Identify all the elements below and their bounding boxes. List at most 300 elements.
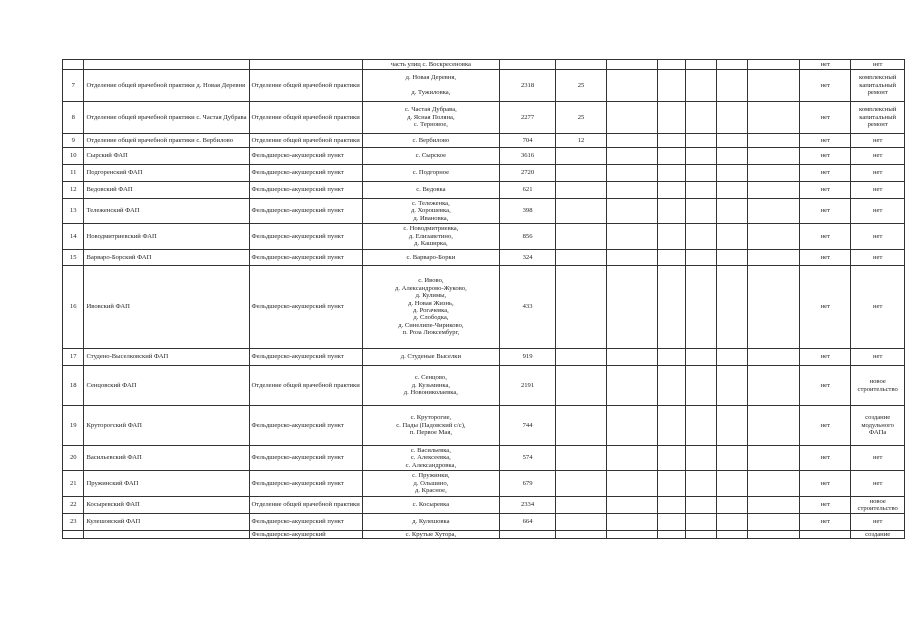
population: 324 [500,250,556,266]
action-text: нет [873,60,883,68]
action-text: создание [865,414,891,422]
action-text: нет [873,136,883,144]
facility-type: Фельдшерско-акушерский пункт [249,406,362,446]
action-text: строительство [857,505,898,512]
empty-cell [657,165,686,182]
empty-cell [717,349,748,366]
value-cell [556,366,607,406]
facility-name: Пружинский ФАП [84,471,249,497]
empty-cell [686,366,717,406]
population: 664 [500,514,556,531]
value-cell [556,471,607,497]
action-text: ремонт [867,89,888,97]
settlement-name: с. Частая Дубрава, [404,106,457,114]
settlement-name: д. Красное, [415,487,447,495]
facility-type: Фельдшерско-акушерский пункт [249,514,362,531]
facility-name: Сырский ФАП [84,148,249,165]
planned-action [851,182,905,199]
planned-action [851,165,905,182]
settlements-cell [362,471,499,497]
row-number: 19 [63,406,84,446]
empty-cell [657,199,686,224]
settlement-name: д. Ивановка, [413,214,449,222]
population: 744 [500,406,556,446]
empty-cell [717,366,748,406]
empty-cell [717,60,748,70]
empty-cell [686,60,717,70]
availability-cell: нет [800,165,851,182]
population: 398 [500,199,556,224]
facility-name: Тележенский ФАП [84,199,249,224]
empty-cell [607,471,658,497]
table-row [63,406,905,446]
availability-cell: нет [800,199,851,224]
action-text: нет [873,207,883,215]
availability-cell: нет [800,366,851,406]
row-number: 18 [63,366,84,406]
value-cell [556,199,607,224]
settlement-name: с. Тележенка, [412,199,450,207]
availability-cell: нет [800,471,851,497]
table-row [63,182,905,199]
empty-cell [686,102,717,134]
value-cell [556,224,607,250]
availability-cell: нет [800,134,851,148]
facility-type: Отделение общей врачебной практики [249,134,362,148]
empty-cell [686,531,717,539]
settlement-name: с. Круторогие, [410,414,452,422]
empty-cell [686,70,717,102]
empty-cell [747,148,800,165]
facility-type: Отделение общей врачебной практики [249,102,362,134]
settlements-cell [362,406,499,446]
row-number: 14 [63,224,84,250]
facilities-table [62,59,905,539]
availability-cell: нет [800,514,851,531]
empty-cell [717,148,748,165]
action-text: новое [869,378,886,386]
availability-cell: нет [800,349,851,366]
row-number: 8 [63,102,84,134]
population [500,531,556,539]
empty-cell [657,182,686,199]
settlement-name: д. Хорошевка, [411,207,451,215]
empty-cell [686,134,717,148]
settlement-name: с. Пады (Падовский с/с), [396,421,466,429]
row-number: 9 [63,134,84,148]
value-cell [556,406,607,446]
row-number: 16 [63,266,84,349]
availability-cell: нет [800,148,851,165]
empty-cell [607,531,658,539]
row-number: 13 [63,199,84,224]
empty-cell [657,70,686,102]
settlements-cell [362,250,499,266]
population: 621 [500,182,556,199]
population: 704 [500,134,556,148]
settlement-name: с. Новодмитриевка, [403,225,459,233]
empty-cell [717,497,748,514]
empty-cell [607,250,658,266]
empty-cell [607,406,658,446]
facility-name: Сенцовский ФАП [84,366,249,406]
empty-cell [657,250,686,266]
empty-cell [686,471,717,497]
planned-action [851,266,905,349]
table-body [63,60,905,539]
empty-cell [747,471,800,497]
settlement-name: с. Косыревка [412,501,450,509]
settlement-name: д. Новая Жизнь, [408,299,454,307]
row-number [63,60,84,70]
population [500,60,556,70]
population: 919 [500,349,556,366]
action-text: ремонт [867,121,888,129]
settlement-name: д. Кулешовка [412,518,450,526]
facility-name: Подгоренский ФАП [84,165,249,182]
facility-name: Отделение общей врачебной практики с. Частая Дубрава [84,102,249,134]
action-text: комплексный [858,74,897,82]
table-row [63,514,905,531]
settlement-name: с. Александровка, [405,461,457,469]
empty-cell [717,224,748,250]
empty-cell [717,514,748,531]
action-text: новое [869,497,886,505]
facility-name: Новодмитриевский ФАП [84,224,249,250]
value-cell [556,514,607,531]
settlement-name: с. Варваро-Борки [406,253,456,261]
availability-cell: нет [800,70,851,102]
planned-action [851,514,905,531]
empty-cell [717,531,748,539]
settlement-name: д. Рогачевка, [412,307,449,314]
action-text: капитальный [859,81,897,89]
empty-cell [717,266,748,349]
settlements-cell [362,531,499,539]
empty-cell [607,182,658,199]
empty-cell [657,349,686,366]
empty-cell [686,406,717,446]
value-cell [556,182,607,199]
planned-action [851,406,905,446]
facility-type: Фельдшерско-акушерский пункт [249,165,362,182]
table-row [63,148,905,165]
settlement-name: с. Сырское [415,152,447,160]
table-row [63,446,905,471]
empty-cell [657,224,686,250]
planned-action [851,531,905,539]
empty-cell [607,514,658,531]
planned-action [851,497,905,514]
empty-cell [747,134,800,148]
row-number: 7 [63,70,84,102]
empty-cell [657,514,686,531]
empty-cell [686,497,717,514]
empty-cell [607,102,658,134]
row-number: 11 [63,165,84,182]
empty-cell [747,446,800,471]
value-cell [556,266,607,349]
settlement-name: д. Елизаветино, [408,232,453,240]
population: 3616 [500,148,556,165]
settlements-cell [362,266,499,349]
empty-cell [607,446,658,471]
empty-cell [747,497,800,514]
table-row [63,250,905,266]
empty-cell [747,182,800,199]
facility-name: Ведовский ФАП [84,182,249,199]
action-text: нет [873,186,883,194]
settlements-cell [362,60,499,70]
settlements-cell [362,366,499,406]
facility-type: Фельдшерско-акушерский пункт [249,349,362,366]
value-cell [556,531,607,539]
value-cell [556,60,607,70]
facility-name: Варваро-Борский ФАП [84,250,249,266]
settlement-name: п. Первое Мая, [409,429,453,437]
facility-type [249,60,362,70]
facility-type: Фельдшерско-акушерский [249,531,362,539]
settlement-name: д. Студеные Выселки [400,353,461,361]
empty-cell [686,224,717,250]
row-number: 22 [63,497,84,514]
availability-cell: нет [800,446,851,471]
facility-name: Круторогский ФАП [84,406,249,446]
population: 2191 [500,366,556,406]
empty-cell [717,102,748,134]
planned-action [851,224,905,250]
action-text: создание [865,531,891,538]
settlement-name: с. Сенцово, [414,374,447,382]
facility-name [84,60,249,70]
empty-cell [607,349,658,366]
row-number: 20 [63,446,84,471]
table-row [63,224,905,250]
value-cell [556,148,607,165]
facility-type: Фельдшерско-акушерский пункт [249,250,362,266]
table-row [63,497,905,514]
table-row [63,70,905,102]
planned-action [851,199,905,224]
settlement-name: с. Пружинки, [412,472,450,480]
facility-type: Фельдшерско-акушерский пункт [249,446,362,471]
empty-cell [747,102,800,134]
availability-cell: нет [800,250,851,266]
empty-cell [657,134,686,148]
empty-cell [657,497,686,514]
empty-cell [686,514,717,531]
empty-cell [747,250,800,266]
settlement-name: п. Роза Люксембург, [402,329,460,337]
action-text: нет [873,353,883,361]
value-cell: 25 [556,70,607,102]
empty-cell [607,497,658,514]
facility-name: Отделение общей врачебной практики д. Новая Деревня [84,70,249,102]
availability-cell: нет [800,182,851,199]
empty-cell [657,366,686,406]
planned-action [851,60,905,70]
empty-cell [607,224,658,250]
settlements-cell [362,70,499,102]
empty-cell [717,446,748,471]
table-row [63,266,905,349]
population: 574 [500,446,556,471]
planned-action [851,366,905,406]
settlement-name [365,82,497,89]
facility-type: Отделение общей врачебной практики [249,366,362,406]
empty-cell [607,70,658,102]
empty-cell [717,250,748,266]
action-text: нет [873,152,883,160]
action-text: строительство [857,385,898,393]
settlements-cell [362,165,499,182]
availability-cell [800,531,851,539]
table-row [63,165,905,182]
table-row [63,60,905,70]
row-number: 21 [63,471,84,497]
row-number: 17 [63,349,84,366]
table-row [63,349,905,366]
row-number: 12 [63,182,84,199]
empty-cell [717,134,748,148]
settlement-name: д. Каширка, [414,240,448,248]
planned-action [851,349,905,366]
availability-cell: нет [800,224,851,250]
empty-cell [607,199,658,224]
empty-cell [657,406,686,446]
planned-action [851,102,905,134]
empty-cell [607,366,658,406]
population: 2720 [500,165,556,182]
action-text: нет [873,518,883,526]
empty-cell [686,250,717,266]
table-row [63,134,905,148]
empty-cell [657,60,686,70]
empty-cell [747,514,800,531]
empty-cell [747,406,800,446]
action-text: нет [873,232,883,240]
settlements-cell [362,182,499,199]
empty-cell [686,349,717,366]
row-number: 23 [63,514,84,531]
empty-cell [607,148,658,165]
settlement-name: д. Александрово-Жуково, [395,284,467,292]
value-cell: 25 [556,102,607,134]
facility-name: Отделение общей врачебной практики с. Вербилово [84,134,249,148]
empty-cell [717,406,748,446]
facility-name: Косыревский ФАП [84,497,249,514]
empty-cell [607,60,658,70]
settlement-name: с. Терновое, [413,121,448,129]
facility-name: Ивовский ФАП [84,266,249,349]
action-text: нет [873,169,883,177]
action-text: модульного [861,421,894,429]
planned-action [851,134,905,148]
settlement-name: д. Слободка, [413,314,449,322]
population: 2277 [500,102,556,134]
empty-cell [657,266,686,349]
action-text: комплексный [858,106,897,114]
empty-cell [717,182,748,199]
empty-cell [657,148,686,165]
settlement-name: часть улиц с. Воскресеновка [390,60,471,68]
facility-name [84,531,249,539]
empty-cell [657,471,686,497]
facility-type: Фельдшерско-акушерский пункт [249,224,362,250]
empty-cell [747,60,800,70]
table-row [63,471,905,497]
planned-action [851,250,905,266]
availability-cell: нет [800,497,851,514]
facility-name: Васильевский ФАП [84,446,249,471]
action-text: нет [873,479,883,487]
population: 433 [500,266,556,349]
settlement-name: с. Васильевка, [410,446,451,454]
settlement-name: с. Вербилово [412,136,450,144]
action-text: нет [873,454,883,462]
action-text: капитальный [859,113,897,121]
population: 2318 [500,70,556,102]
settlements-cell [362,224,499,250]
empty-cell [747,266,800,349]
row-number: 10 [63,148,84,165]
value-cell [556,165,607,182]
planned-action [851,148,905,165]
settlement-name: с. Подгорное [412,169,450,177]
settlement-name: с. Крутые Хутора, [405,531,457,538]
settlement-name: д. Синелипе-Чириково, [398,321,464,329]
facility-type: Фельдшерско-акушерский пункт [249,148,362,165]
empty-cell [747,349,800,366]
value-cell [556,497,607,514]
settlement-name: д. Кулимы, [415,292,447,300]
empty-cell [657,102,686,134]
empty-cell [717,165,748,182]
empty-cell [747,165,800,182]
empty-cell [686,182,717,199]
planned-action [851,70,905,102]
empty-cell [686,266,717,349]
planned-action [851,471,905,497]
population: 2334 [500,497,556,514]
settlement-name: д. Новая Деревня, [405,74,457,82]
settlement-name: с. Ведовка [416,186,446,194]
value-cell [556,250,607,266]
settlements-cell [362,199,499,224]
settlements-cell [362,497,499,514]
table-row [63,531,905,539]
settlements-cell [362,134,499,148]
empty-cell [747,531,800,539]
settlements-cell [362,514,499,531]
empty-cell [686,199,717,224]
row-number [63,531,84,539]
availability-cell: нет [800,60,851,70]
empty-cell [717,70,748,102]
action-text: нет [873,303,883,311]
value-cell [556,349,607,366]
availability-cell: нет [800,102,851,134]
table-row [63,102,905,134]
settlement-name: с. Ивово, [418,277,444,285]
empty-cell [657,531,686,539]
empty-cell [717,199,748,224]
settlement-name: д. Тужиловка, [411,89,451,97]
empty-cell [686,165,717,182]
empty-cell [607,165,658,182]
empty-cell [747,199,800,224]
settlement-name: д. Новониколаевка, [403,389,458,397]
